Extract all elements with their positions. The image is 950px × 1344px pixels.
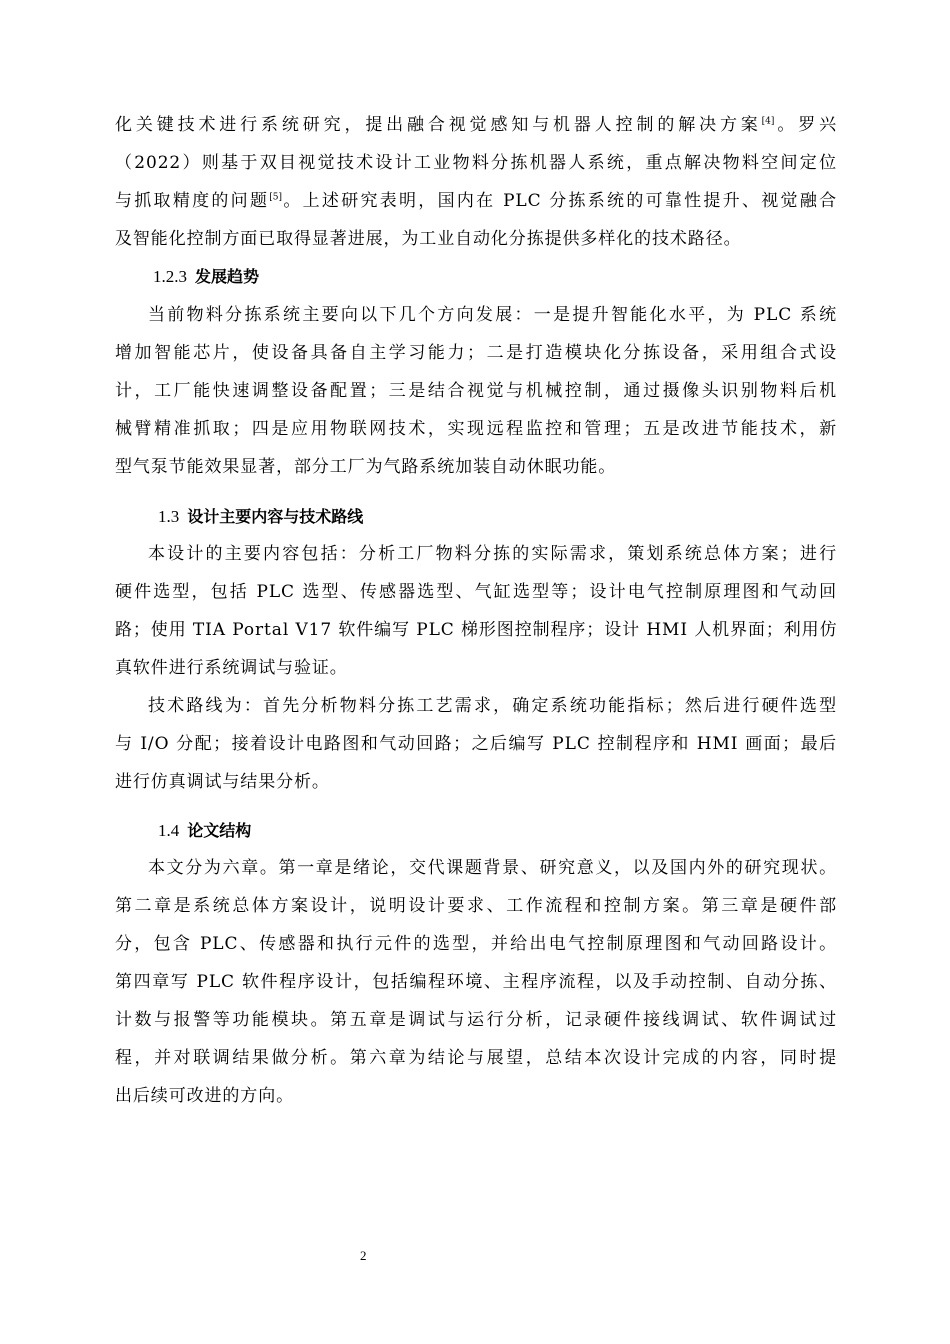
line-text: 化关键技术进行系统研究，提出融合视觉感知与机器人控制的解决方案 [115,115,762,135]
paragraph-line: 第四章写 PLC 软件程序设计，包括编程环境、主程序流程，以及手动控制、自动分拣、 [115,972,837,992]
paragraph-line: 计，工厂能快速调整设备配置；三是结合视觉与机械控制，通过摄像头识别物料后机 [115,381,837,401]
line-text: 。上述研究表明，国内在 PLC 分拣系统的可靠性提升、视觉融合 [281,191,837,211]
paragraph-line: 第二章是系统总体方案设计，说明设计要求、工作流程和控制方案。第三章是硬件部 [115,896,837,916]
paragraph-line: 与 I/O 分配；接着设计电路图和气动回路；之后编写 PLC 控制程序和 HMI 画面；最后 [115,734,837,754]
section-title: 发展趋势 [195,267,260,286]
paragraph-line: 增加智能芯片，使设备具备自主学习能力；二是打造模块化分拣设备，采用组合式设 [115,343,837,363]
paragraph-line: 及智能化控制方面已取得显著进展，为工业自动化分拣提供多样化的技术路径。 [115,229,742,249]
section-heading-1-2-3 [153,266,259,288]
paragraph-line: 计数与报警等功能模块。第五章是调试与运行分析，记录硬件接线调试、软件调试过 [115,1010,837,1030]
paragraph-line: 分，包含 PLC、传感器和执行元件的选型，并给出电气控制原理图和气动回路设计。 [115,934,837,954]
paragraph-line: 械臂精准抓取；四是应用物联网技术，实现远程监控和管理；五是改进节能技术，新 [115,419,837,439]
citation-ref: [4] [761,116,775,127]
paragraph-line: 真软件进行系统调试与验证。 [115,658,348,678]
paragraph-line: 进行仿真调试与结果分析。 [115,772,330,792]
paragraph-line: 本设计的主要内容包括：分析工厂物料分拣的实际需求，策划系统总体方案；进行 [148,544,837,564]
paragraph-line: 程，并对联调结果做分析。第六章为结论与展望，总结本次设计完成的内容，同时提 [115,1048,837,1068]
line-text: 。罗兴 [774,115,838,135]
paragraph-line: 出后续可改进的方向。 [115,1086,294,1106]
section-heading-1-3 [158,506,363,528]
paragraph-line [115,114,837,136]
paragraph-line: 技术路线为：首先分析物料分拣工艺需求，确定系统功能指标；然后进行硬件选型 [148,696,837,716]
paragraph-line: （2022）则基于双目视觉技术设计工业物料分拣机器人系统，重点解决物料空间定位 [115,153,837,173]
paragraph-line: 本文分为六章。第一章是绪论，交代课题背景、研究意义，以及国内外的研究现状。 [148,858,837,878]
section-heading-1-4 [158,820,251,842]
section-number: 1.2.3 [153,267,187,286]
paragraph-line: 路；使用 TIA Portal V17 软件编写 PLC 梯形图控制程序；设计 HMI 人机界面；利用仿 [115,620,838,640]
paragraph-line [115,190,837,212]
page-number: 2 [360,1248,367,1263]
section-title: 论文结构 [187,821,252,840]
paragraph-line: 型气泵节能效果显著，部分工厂为气路系统加装自动休眠功能。 [115,457,617,477]
paragraph-line: 当前物料分拣系统主要向以下几个方向发展：一是提升智能化水平，为 PLC 系统 [148,305,837,325]
paragraph-line: 硬件选型，包括 PLC 选型、传感器选型、气缸选型等；设计电气控制原理图和气动回 [115,582,837,602]
section-number: 1.4 [158,821,180,840]
section-title: 设计主要内容与技术路线 [187,507,364,526]
citation-ref: [5] [269,192,282,203]
section-number: 1.3 [158,507,180,526]
line-text: 与抓取精度的问题 [115,191,270,211]
